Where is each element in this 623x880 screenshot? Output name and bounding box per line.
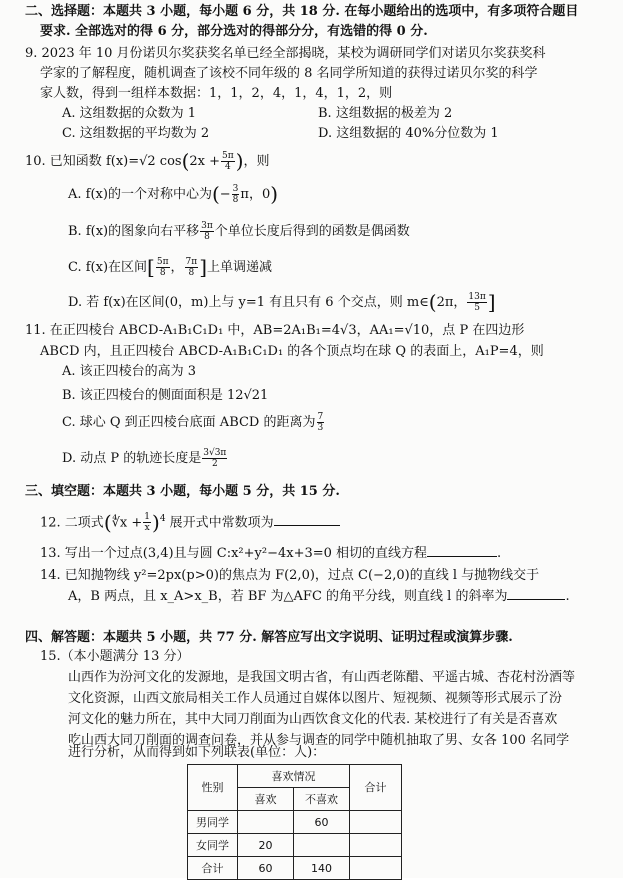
q12-fraction: $\frac{1}{x}$	[144, 512, 150, 534]
table-row	[188, 834, 402, 857]
q9-option-a: A. 这组数据的众数为 1	[62, 106, 197, 121]
q15-header: 15.（本小题满分 13 分）	[40, 649, 190, 664]
q11-stem-line1: 11. 在正四棱台 ABCD-A₁B₁C₁D₁ 中，AB=2A₁B₁=4√3，AA₁=√10，点 P 在四边形	[25, 323, 525, 338]
q9-option-c: C. 这组数据的平均数为 2	[62, 126, 210, 141]
table-header-gender: 性别	[188, 765, 238, 811]
q10-option-d-fraction: $\frac{13\pi}{5}$	[468, 292, 486, 313]
q10-option-c: C. f(x)在区间[ $\frac{5\pi}{8}$ ， $\frac{7\pi}{8}$ ]上单调递减	[68, 255, 273, 279]
q13-text: 13. 写出一个过点(3,4)且与圆 C:x²+y²−4x+3=0 相切的直线方程	[40, 546, 428, 561]
q13-answer-blank[interactable]	[427, 544, 497, 557]
section4-heading: 四、解答题：本题共 5 小题，共 77 分. 解答应写出文字说明、证明过程或演算步骤.	[25, 630, 513, 645]
table-header-like: 喜欢	[238, 788, 294, 811]
q15-para-line1: 山西作为汾河文化的发源地，是我国文明古省，有山西老陈醋、平遥古城、杏花村汾酒等	[68, 670, 576, 685]
table-cell: 60	[294, 811, 350, 834]
q10-option-b-text: B. f(x)的图象向右平移	[68, 224, 200, 239]
q12-stem: 12. 二项式(∜x + $\frac{1}{x}$ )$^4$ 展开式中常数项为	[40, 510, 340, 533]
table-row	[188, 811, 402, 834]
section2-heading-line2: 要求. 全部选对的得 6 分，部分选对的得部分分，有选错的得 0 分.	[40, 24, 428, 39]
q10-option-a: A. f(x)的一个对称中心为(− $\frac{3}{8}$ π，0)	[68, 182, 279, 206]
q10-stem-text: 10. 已知函数 f(x)=√2 cos	[25, 154, 182, 169]
q11-option-c-text: C. 球心 Q 到正四棱台底面 ABCD 的距离为	[62, 415, 316, 430]
q11-option-d-fraction: $\frac{3√3\pi}{2}$	[203, 448, 227, 469]
q15-para-line4: 吃山西大同刀削面的调查问卷，并从参与调查的同学中随机抽取了男、女各 100 名同学	[68, 733, 570, 748]
q9-option-b: B. 这组数据的极差为 2	[318, 106, 453, 121]
q15-para-line5: 进行分析，从而得到如下列联表(单位：人)：	[68, 745, 326, 760]
q9-stem-line3: 家人数，得到一组样本数据：1，1，2，4，1，4，1，2，则	[40, 86, 393, 101]
q10-option-d: D. 若 f(x)在区间(0，m)上与 y=1 有且只有 6 个交点，则 m∈(2π， $\frac{13\pi}{5}$ ]	[68, 290, 496, 314]
section2-heading-line1: 二、选择题：本题共 3 小题，每小题 6 分，共 18 分. 在每小题给出的选项中，有多项符合题目	[25, 4, 579, 19]
table-row-label: 合计	[188, 857, 238, 880]
q15-para-line2: 文化资源，山西文旅局相关工作人员通过自媒体以图片、短视频、视频等形式展示了汾	[68, 691, 563, 706]
q10-option-a-fraction: $\frac{3}{8}$	[232, 184, 239, 205]
table-row-label: 男同学	[188, 811, 238, 834]
q12-answer-blank[interactable]	[274, 513, 340, 526]
q11-option-c	[62, 412, 325, 433]
q11-option-c-fraction: $\frac{7}{3}$	[317, 412, 324, 433]
q10-option-c-fraction1: $\frac{5\pi}{8}$	[156, 257, 169, 278]
q13-stem: 13. 写出一个过点(3,4)且与圆 C:x²+y²−4x+3=0 相切的直线方程 .	[40, 546, 502, 561]
q11-option-a: A. 该正四棱台的高为 3	[62, 364, 197, 379]
q9-option-d: D. 这组数据的 40%分位数为 1	[318, 126, 499, 141]
table-header-preference: 喜欢情况	[238, 765, 350, 788]
table-header-total: 合计	[350, 765, 402, 811]
q14-stem-line2: A，B 两点，且 x_A>x_B，若 BF 为△AFC 的角平分线，则直线 l 的斜率为 .	[68, 589, 570, 604]
table-cell: 20	[238, 834, 294, 857]
q10-option-b: B. f(x)的图象向右平移 $\frac{3\pi}{8}$ 个单位长度后得到的函数是偶函数	[68, 221, 410, 242]
q9-stem-line2: 学家的了解程度，随机调查了该校不同年级的 8 名同学所知道的获得过诺贝尔奖的科学	[40, 66, 538, 81]
q12-exponent: 4	[159, 514, 166, 524]
q10-paren: (	[181, 149, 190, 173]
table-cell: 60	[238, 857, 294, 880]
q10-stem	[25, 151, 270, 172]
q12-text: 12. 二项式	[40, 515, 104, 531]
q9-stem-line1: 9. 2023 年 10 月份诺贝尔奖获奖名单已经全部揭晓，某校为调研同学们对诺贝尔奖获奖科	[25, 46, 546, 61]
table-cell	[294, 834, 350, 857]
q10-option-c-text: C. f(x)在区间	[68, 260, 148, 275]
q14-answer-blank[interactable]	[507, 587, 565, 600]
q12-text-end: 展开式中常数项为	[165, 515, 274, 531]
table-cell	[350, 857, 402, 880]
q10-stem-arg: 2x +	[189, 154, 221, 169]
q10-option-d-text: D. 若 f(x)在区间(0，m)上与 y=1 有且只有 6 个交点，则 m∈	[68, 295, 429, 310]
q10-option-a-text: A. f(x)的一个对称中心为	[68, 187, 212, 202]
table-row-label: 女同学	[188, 834, 238, 857]
section3-heading: 三、填空题：本题共 3 小题，每小题 5 分，共 15 分.	[25, 484, 340, 499]
table-cell	[350, 834, 402, 857]
q14-text: A，B 两点，且 x_A>x_B，若 BF 为△AFC 的角平分线，则直线 l 的斜率为	[68, 589, 508, 604]
q10-paren: )	[235, 149, 244, 173]
q11-option-d-text: D. 动点 P 的轨迹长度是	[62, 451, 202, 466]
q15-para-line3: 河文化的魅力所在，其中大同刀削面为山西饮食文化的代表. 某校进行了有关是否喜欢	[68, 712, 558, 727]
table-cell	[238, 811, 294, 834]
q11-option-b: B. 该正四棱台的侧面面积是 12√21	[62, 388, 269, 403]
q14-stem-line1: 14. 已知抛物线 y²=2px(p>0)的焦点为 F(2,0)，过点 C(−2,0)的直线 l 与抛物线交于	[40, 568, 540, 583]
table-cell	[350, 811, 402, 834]
q10-option-c-fraction2: $\frac{7\pi}{8}$	[185, 257, 198, 278]
table-row	[188, 857, 402, 880]
q10-option-b-fraction: $\frac{3\pi}{8}$	[201, 221, 213, 242]
table-header-dislike: 不喜欢	[294, 788, 350, 811]
q10-stem-fraction: $\frac{5\pi}{4}$	[222, 151, 234, 172]
contingency-table	[187, 764, 402, 880]
q10-stem-end: ，则	[243, 154, 270, 169]
q11-stem-line2: ABCD 内，且正四棱台 ABCD-A₁B₁C₁D₁ 的各个顶点均在球 Q 的表面上，A₁P=4，则	[40, 344, 544, 359]
table-cell: 140	[294, 857, 350, 880]
q11-option-d	[62, 448, 228, 469]
